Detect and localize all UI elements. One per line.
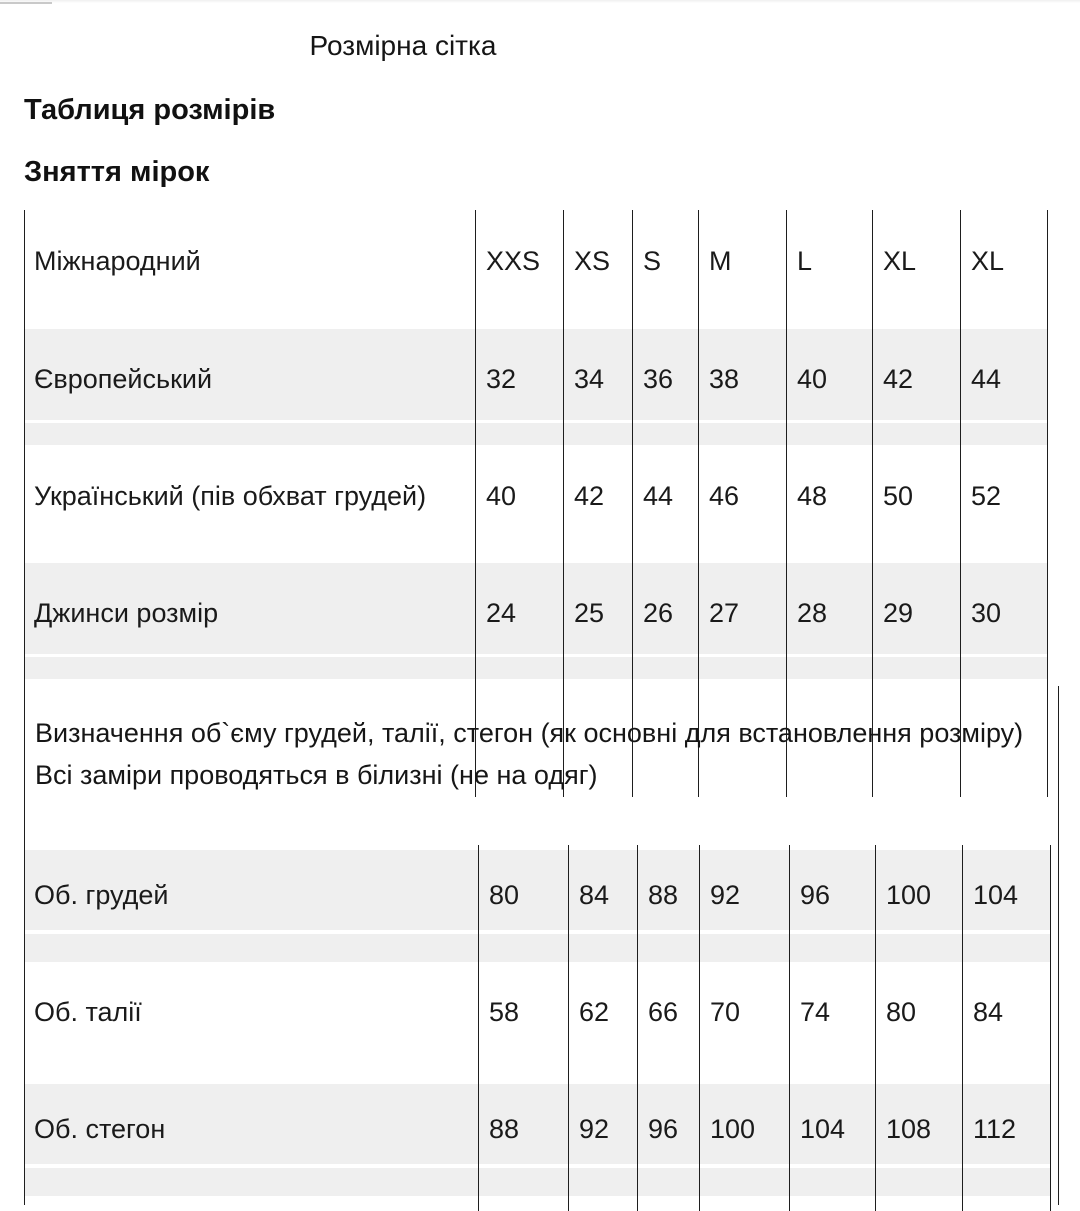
measure-cell: 74: [789, 967, 875, 1084]
measure-cell: 92: [568, 1084, 637, 1201]
size-cell: 38: [698, 329, 786, 446]
size-cell: 26: [632, 563, 698, 680]
size-cell: 44: [960, 329, 1048, 446]
size-cell: 30: [960, 563, 1048, 680]
measure-cell: 100: [875, 850, 962, 967]
row-label: Український (пів обхват грудей): [24, 446, 475, 563]
size-cell: XL: [872, 210, 960, 329]
table-row: [24, 210, 1048, 329]
measure-cell: 80: [875, 967, 962, 1084]
size-cell: 40: [475, 446, 563, 563]
table-row: [24, 446, 1048, 563]
measure-cell: 66: [637, 967, 699, 1084]
size-cell: 28: [786, 563, 872, 680]
size-cell: 42: [563, 446, 632, 563]
measure-cell: 62: [568, 967, 637, 1084]
measure-cell: 108: [875, 1084, 962, 1201]
measure-cell: 104: [789, 1084, 875, 1201]
measure-cell: 96: [789, 850, 875, 967]
size-cell: 44: [632, 446, 698, 563]
table-row: [25, 967, 1051, 1084]
size-cell: 36: [632, 329, 698, 446]
measure-cell: 70: [699, 967, 789, 1084]
measure-cell: 92: [699, 850, 789, 967]
doc-caption: Розмірна сітка: [309, 30, 497, 61]
row-label: Джинси розмір: [24, 563, 475, 680]
row-label: Об. грудей: [34, 880, 169, 910]
row-label: Міжнародний: [24, 210, 475, 329]
note-line-2: Всі заміри проводяться в білизні (не на одяг): [35, 760, 598, 790]
size-cell: 24: [475, 563, 563, 680]
size-cell: 29: [872, 563, 960, 680]
size-cell: 50: [872, 446, 960, 563]
heading-measurements: Зняття мірок: [24, 156, 210, 188]
size-cell: 40: [786, 329, 872, 446]
size-cell: 25: [563, 563, 632, 680]
size-cell: S: [632, 210, 698, 329]
measurements-section: [24, 686, 1059, 1205]
table-row: [24, 329, 1048, 446]
size-cell: 27: [698, 563, 786, 680]
size-cell: M: [698, 210, 786, 329]
table-row: [25, 1084, 1051, 1201]
size-cell: 32: [475, 329, 563, 446]
size-cell: 48: [786, 446, 872, 563]
table-edge-strip: [25, 1201, 1051, 1211]
row-label: Об. талії: [34, 997, 142, 1027]
note-text: [25, 686, 1058, 796]
size-cell: 42: [872, 329, 960, 446]
measure-cell: 58: [478, 967, 568, 1084]
size-cell: 46: [698, 446, 786, 563]
measure-cell: 88: [637, 850, 699, 967]
measure-cell: 104: [962, 850, 1051, 967]
note-line-1: Визначення об`єму грудей, талії, стегон (як основні для встановлення розміру): [35, 718, 1024, 748]
size-cell: XXS: [475, 210, 563, 329]
size-cell: 52: [960, 446, 1048, 563]
size-cell: L: [786, 210, 872, 329]
size-cell: XL: [960, 210, 1048, 329]
measure-cell: 84: [962, 967, 1051, 1084]
measure-cell: 80: [478, 850, 568, 967]
row-label: Європейський: [24, 329, 475, 446]
measurement-table: [25, 845, 1051, 1211]
size-cell: XS: [563, 210, 632, 329]
page-top-edge: [0, 0, 1080, 3]
row-label: Об. стегон: [34, 1114, 166, 1144]
measure-cell: 84: [568, 850, 637, 967]
table-row: [24, 563, 1048, 680]
measure-cell: 112: [962, 1084, 1051, 1201]
measure-cell: 88: [478, 1084, 568, 1201]
measure-cell: 100: [699, 1084, 789, 1201]
size-cell: 34: [563, 329, 632, 446]
heading-size-table: Таблиця розмірів: [24, 94, 276, 126]
table-row: [25, 850, 1051, 967]
page-top-edge-mark: [0, 2, 52, 4]
measure-cell: 96: [637, 1084, 699, 1201]
